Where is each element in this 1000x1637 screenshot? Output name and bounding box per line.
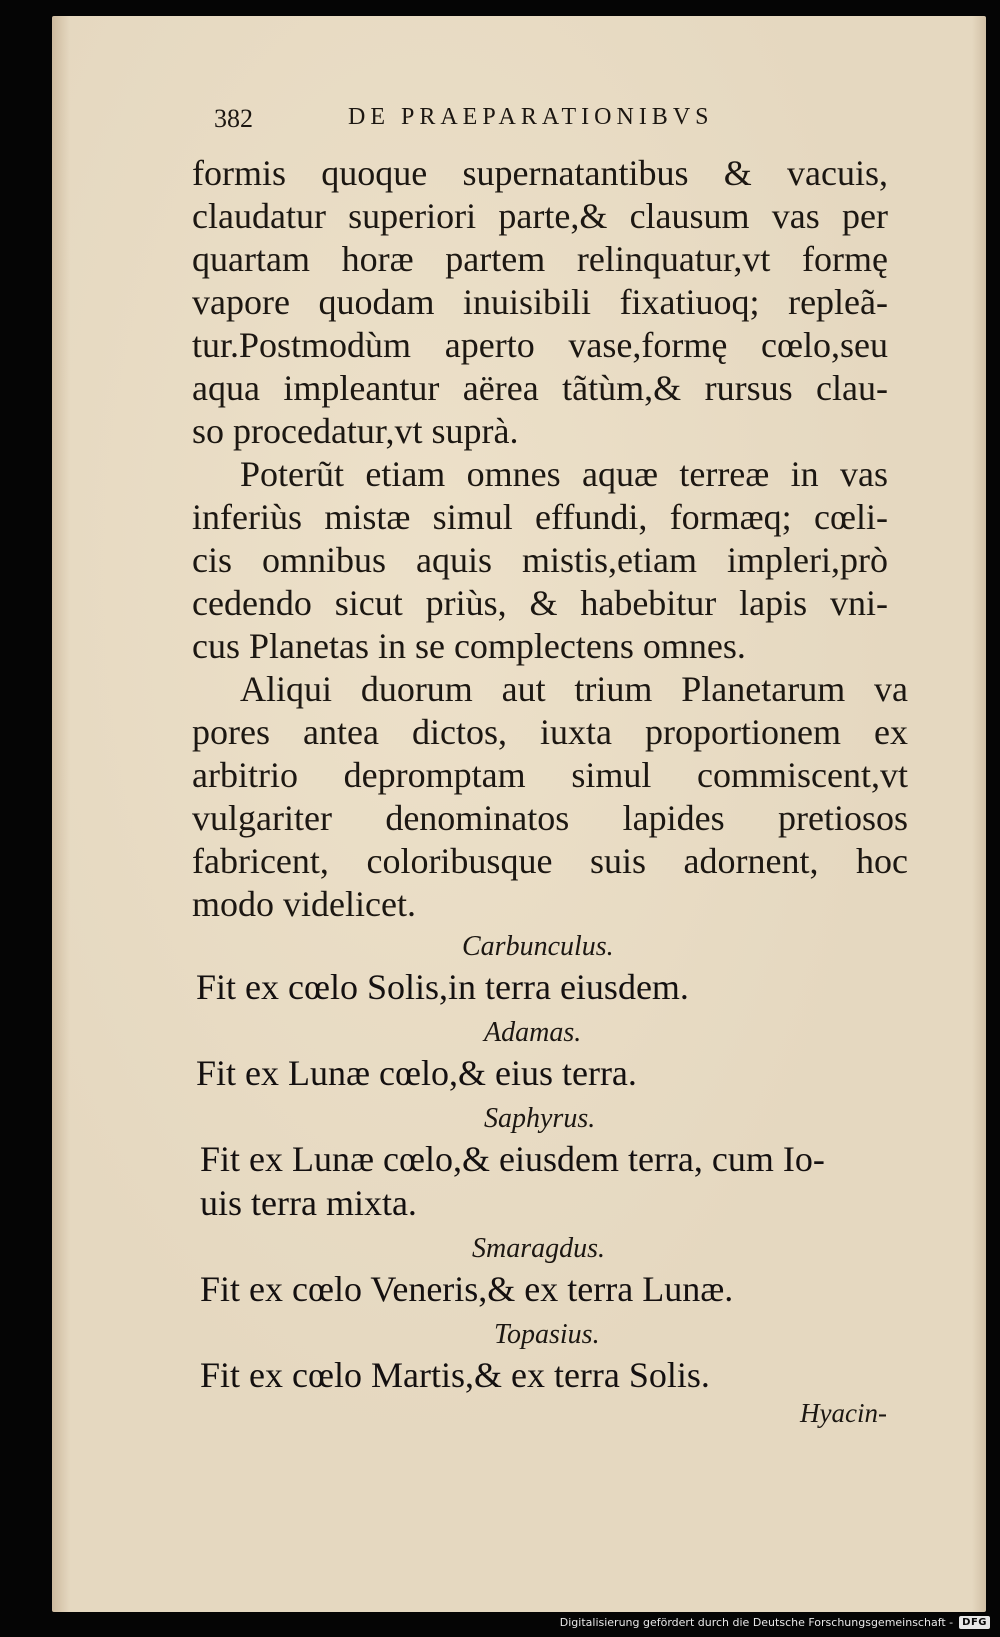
text-line: so procedatur,vt suprà. — [192, 411, 519, 451]
footer-credit: Digitalisierung gefördert durch die Deutsche Forschungsgemeinschaft - — [559, 1615, 954, 1629]
text-line: cus Planetas in se complectens omnes. — [192, 626, 746, 666]
gem-recipe-line: Fit ex cœlo Martis,& ex terra Solis. — [200, 1355, 710, 1395]
text-line: inferiùs mistæ simul effundi, formæq; cœli- — [192, 497, 888, 537]
page-header — [214, 104, 834, 138]
dfg-logo: DFG — [959, 1616, 990, 1629]
gem-recipe-line: Fit ex Lunæ cœlo,& eiusdem terra, cum Io- — [200, 1139, 825, 1179]
text-line: Poterũt etiam omnes aquæ terreæ in vas — [240, 454, 888, 494]
text-line: modo videlicet. — [192, 884, 416, 924]
text-line: cis omnibus aquis mistis,etiam impleri,prò — [192, 540, 888, 580]
catchword: Hyacin- — [800, 1398, 887, 1428]
text-line: Aliqui duorum aut trium Planetarum va — [240, 669, 908, 709]
text-line: arbitrio depromptam simul commiscent,vt — [192, 755, 908, 795]
text-line: quartam horæ partem relinquatur,vt formę — [192, 239, 888, 279]
gem-heading: Smaragdus. — [472, 1233, 606, 1264]
gem-heading: Saphyrus. — [484, 1103, 596, 1134]
text-line: formis quoque supernatantibus & vacuis, — [192, 153, 888, 193]
gem-recipe-line: Fit ex Lunæ cœlo,& eius terra. — [196, 1053, 637, 1093]
gem-heading: Topasius. — [494, 1319, 600, 1350]
text-line: aqua impleantur aërea tãtùm,& rursus clau- — [192, 368, 888, 408]
text-line: cedendo sicut priùs, & habebitur lapis vni- — [192, 583, 888, 623]
gem-heading: Carbunculus. — [462, 931, 614, 962]
gem-recipe-line: Fit ex cœlo Solis,in terra eiusdem. — [196, 967, 689, 1007]
digitization-footer — [560, 1613, 990, 1631]
text-line: fabricent, coloribusque suis adornent, hoc — [192, 841, 908, 881]
text-line: vulgariter denominatos lapides pretiosos — [192, 798, 908, 838]
gem-recipe-line: Fit ex cœlo Veneris,& ex terra Lunæ. — [200, 1269, 734, 1309]
text-line: claudatur superiori parte,& clausum vas per — [192, 196, 888, 236]
text-line: vapore quodam inuisibili fixatiuoq; repleã- — [192, 282, 888, 322]
gem-heading: Adamas. — [484, 1017, 582, 1048]
text-line: tur.Postmodùm aperto vase,formę cœlo,seu — [192, 325, 888, 365]
page-number: 382 — [214, 104, 253, 133]
gem-recipe-line: uis terra mixta. — [200, 1183, 417, 1223]
running-title: DE PRAEPARATIONIBVS — [348, 104, 714, 130]
text-line: pores antea dictos, iuxta proportionem ex — [192, 712, 908, 752]
